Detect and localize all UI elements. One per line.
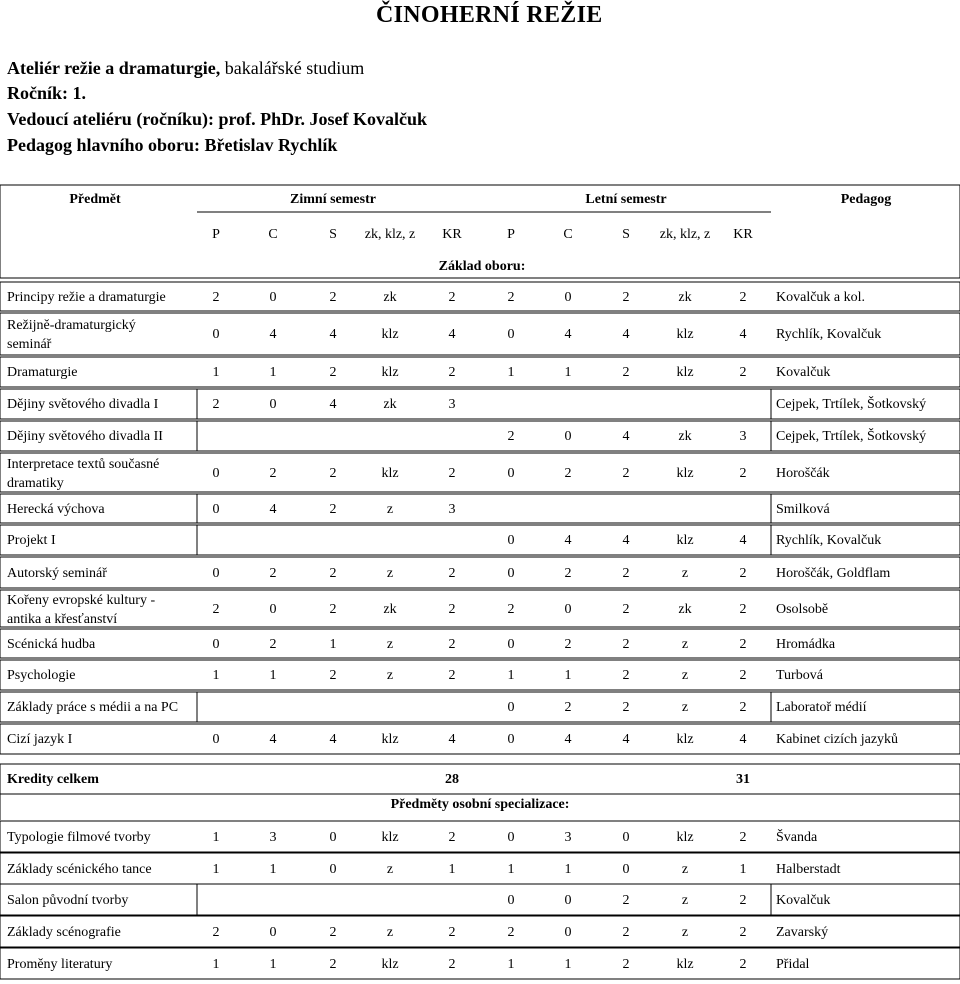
row-teacher: Horoščák, Goldflam — [776, 565, 891, 581]
row-teacher: Smilková — [776, 501, 830, 517]
row-subject: Základy scénografie — [7, 924, 121, 940]
row-winter-col-4: 2 — [448, 924, 456, 940]
row-winter-col-0: 1 — [212, 365, 220, 380]
row-summer-col-1: 1 — [564, 956, 572, 972]
row-winter-col-4: 4 — [448, 327, 456, 342]
row-teacher: Rychlík, Kovalčuk — [776, 327, 882, 342]
row-winter-col-1: 0 — [269, 924, 277, 940]
row-summer-col-2: 4 — [622, 732, 630, 747]
row-subject: Principy režie a dramaturgie — [7, 289, 166, 305]
row-subject: Salon původní tvorby — [7, 892, 129, 908]
row-summer-col-3: zk — [678, 601, 692, 617]
row-teacher: Kabinet cizích jazyků — [776, 732, 899, 747]
year-line: Ročník: 1. — [7, 83, 87, 103]
row-winter-col-0: 2 — [212, 601, 220, 617]
row-summer-col-2: 2 — [622, 668, 630, 683]
row-summer-col-4: 3 — [739, 429, 747, 444]
header-teacher: Pedagog — [840, 192, 892, 207]
row-subject: Autorský seminář — [7, 565, 107, 581]
row-winter-col-1: 0 — [269, 601, 277, 617]
row-summer-col-0: 0 — [507, 732, 515, 747]
row-summer-col-3: klz — [676, 829, 694, 845]
row-summer-col-3: klz — [676, 956, 694, 972]
row-winter-col-0: 1 — [212, 829, 220, 845]
row-winter-col-4: 3 — [448, 501, 456, 517]
row-summer-col-4: 2 — [739, 465, 747, 481]
head-line: Vedoucí ateliéru (ročníku): prof. PhDr. Josef Kovalčuk — [7, 109, 428, 129]
header-col-0: P — [212, 227, 220, 242]
row-summer-col-4: 2 — [739, 892, 747, 908]
row-winter-col-2: 2 — [329, 501, 337, 517]
row-subject: Dějiny světového divadla I — [7, 397, 159, 412]
row-winter-col-0: 2 — [212, 924, 220, 940]
row-winter-col-3: zk — [383, 397, 397, 412]
header-col-4: KR — [442, 227, 462, 242]
row-teacher: Osolsobě — [776, 601, 829, 617]
header-winter-semester: Zimní semestr — [290, 192, 376, 207]
row-summer-col-0: 2 — [507, 924, 515, 940]
row-summer-col-1: 1 — [564, 861, 572, 877]
row-summer-col-1: 1 — [564, 365, 572, 380]
row-subject: Projekt I — [7, 533, 56, 548]
row-summer-col-1: 0 — [564, 892, 572, 908]
row-summer-col-0: 2 — [507, 429, 515, 444]
row-summer-col-0: 0 — [507, 565, 515, 581]
row-teacher: Kovalčuk a kol. — [776, 289, 866, 305]
row-winter-col-1: 2 — [269, 636, 277, 652]
row-winter-col-2: 4 — [329, 397, 337, 412]
row-winter-col-1: 1 — [269, 861, 277, 877]
row-winter-col-3: z — [386, 565, 394, 581]
row-subject: Režijně-dramaturgický seminář — [7, 318, 136, 352]
header-summer-semester: Letní semestr — [585, 192, 667, 207]
row-summer-col-4: 2 — [739, 289, 747, 305]
header-subject: Předmět — [69, 192, 121, 207]
row-summer-col-1: 0 — [564, 289, 572, 305]
row-winter-col-4: 2 — [448, 289, 456, 305]
row-subject: Kořeny evropské kultury - antika a křesťanství — [7, 592, 156, 627]
studio-line — [7, 58, 364, 79]
row-winter-col-4: 2 — [448, 565, 456, 581]
row-winter-col-2: 1 — [329, 636, 337, 652]
row-winter-col-1: 4 — [269, 327, 277, 342]
row-winter-col-1: 2 — [269, 465, 277, 481]
row-summer-col-1: 4 — [564, 732, 572, 747]
row-teacher: Zavarský — [776, 924, 829, 940]
row-winter-col-4: 3 — [448, 397, 456, 412]
row-winter-col-2: 2 — [329, 465, 337, 481]
row-winter-col-2: 4 — [329, 732, 337, 747]
row-winter-col-3: z — [386, 668, 394, 683]
row-summer-col-3: z — [681, 924, 689, 940]
row-summer-col-4: 2 — [739, 365, 747, 380]
row-subject: Typologie filmové tvorby — [7, 829, 151, 845]
row-subject: Základy práce s médii a na PC — [7, 700, 179, 715]
row-winter-col-0: 1 — [212, 668, 220, 683]
row-summer-col-2: 0 — [622, 861, 630, 877]
row-summer-col-0: 1 — [507, 956, 515, 972]
row-teacher: Turbová — [776, 668, 823, 683]
row-winter-col-2: 0 — [329, 829, 337, 845]
row-winter-col-0: 0 — [212, 465, 220, 481]
row-summer-col-0: 2 — [507, 601, 515, 617]
row-winter-col-1: 4 — [269, 501, 277, 517]
row-summer-col-2: 2 — [622, 289, 630, 305]
row-summer-col-2: 2 — [622, 565, 630, 581]
header-col-7: S — [622, 227, 630, 242]
row-winter-col-0: 1 — [212, 956, 220, 972]
row-summer-col-3: z — [681, 700, 689, 715]
row-summer-col-2: 2 — [622, 636, 630, 652]
row-teacher: Kovalčuk — [776, 365, 831, 380]
row-summer-col-4: 2 — [739, 956, 747, 972]
row-summer-col-1: 4 — [564, 327, 572, 342]
row-winter-col-1: 4 — [269, 732, 277, 747]
row-summer-col-1: 2 — [564, 700, 572, 715]
row-subject: Interpretace textů současné dramatiky — [7, 456, 160, 491]
row-summer-col-3: z — [681, 565, 689, 581]
row-winter-col-3: klz — [381, 732, 399, 747]
row-winter-col-2: 2 — [329, 565, 337, 581]
row-summer-col-0: 0 — [507, 829, 515, 845]
row-summer-col-1: 0 — [564, 924, 572, 940]
row-winter-col-4: 2 — [448, 829, 456, 845]
row-summer-col-4: 2 — [739, 829, 747, 845]
row-teacher: Kovalčuk — [776, 892, 831, 908]
row-summer-col-3: klz — [676, 465, 694, 481]
row-subject: Základy scénického tance — [7, 861, 152, 877]
row-winter-col-3: klz — [381, 829, 399, 845]
row-summer-col-4: 4 — [739, 533, 747, 548]
row-winter-col-1: 0 — [269, 397, 277, 412]
row-winter-col-0: 2 — [212, 289, 220, 305]
row-summer-col-4: 2 — [739, 924, 747, 940]
row-summer-col-2: 2 — [622, 700, 630, 715]
row-summer-col-0: 1 — [507, 365, 515, 380]
row-summer-col-3: zk — [678, 289, 692, 305]
row-winter-col-3: zk — [383, 289, 397, 305]
row-summer-col-3: klz — [676, 327, 694, 342]
row-winter-col-1: 2 — [269, 565, 277, 581]
row-summer-col-3: z — [681, 861, 689, 877]
row-winter-col-4: 2 — [448, 636, 456, 652]
row-winter-col-1: 0 — [269, 289, 277, 305]
row-summer-col-1: 2 — [564, 636, 572, 652]
header-col-3: zk, klz, z — [364, 227, 416, 242]
header-col-9: KR — [733, 227, 753, 242]
totals-label: Kredity celkem — [7, 772, 99, 787]
section-personal-title: Předměty osobní specializace: — [390, 797, 570, 812]
row-winter-col-2: 2 — [329, 601, 337, 617]
row-winter-col-3: z — [386, 861, 394, 877]
row-summer-col-2: 2 — [622, 365, 630, 380]
row-summer-col-1: 0 — [564, 601, 572, 617]
row-subject: Dramaturgie — [7, 365, 78, 380]
row-summer-col-0: 2 — [507, 289, 515, 305]
study-type: bakalářské studium — [220, 58, 365, 78]
row-winter-col-2: 2 — [329, 956, 337, 972]
row-winter-col-0: 0 — [212, 565, 220, 581]
row-summer-col-2: 4 — [622, 533, 630, 548]
row-winter-col-0: 0 — [212, 327, 220, 342]
row-winter-col-2: 2 — [329, 365, 337, 380]
row-summer-col-2: 4 — [622, 429, 630, 444]
teacher-line: Pedagog hlavního oboru: Břetislav Rychlík — [7, 135, 338, 155]
row-subject: Dějiny světového divadla II — [7, 429, 163, 444]
row-winter-col-0: 2 — [212, 397, 220, 412]
header-col-2: S — [329, 227, 337, 242]
row-summer-col-1: 1 — [564, 668, 572, 683]
row-winter-col-3: z — [386, 501, 394, 517]
header-col-1: C — [268, 227, 278, 242]
row-winter-col-2: 2 — [329, 924, 337, 940]
row-summer-col-2: 2 — [622, 956, 630, 972]
row-teacher: Horoščák — [776, 465, 830, 481]
row-winter-col-3: z — [386, 636, 394, 652]
row-winter-col-2: 2 — [329, 668, 337, 683]
row-winter-col-1: 1 — [269, 956, 277, 972]
row-summer-col-3: z — [681, 892, 689, 908]
row-winter-col-1: 3 — [269, 829, 277, 845]
row-winter-col-3: klz — [381, 465, 399, 481]
row-summer-col-1: 2 — [564, 465, 572, 481]
row-subject: Cizí jazyk I — [7, 732, 73, 747]
row-winter-col-1: 1 — [269, 365, 277, 380]
row-summer-col-4: 2 — [739, 565, 747, 581]
row-teacher: Švanda — [776, 829, 818, 845]
row-teacher: Halberstadt — [776, 861, 841, 877]
row-teacher: Přidal — [776, 956, 810, 972]
row-teacher: Laboratoř médií — [776, 700, 867, 715]
row-summer-col-0: 1 — [507, 861, 515, 877]
totals-summer: 31 — [736, 772, 750, 787]
studio-name: Ateliér režie a dramaturgie, — [7, 58, 221, 78]
row-summer-col-2: 4 — [622, 327, 630, 342]
totals-winter: 28 — [445, 772, 459, 787]
row-teacher: Cejpek, Trtílek, Šotkovský — [776, 429, 927, 444]
row-summer-col-3: z — [681, 668, 689, 683]
row-summer-col-0: 0 — [507, 533, 515, 548]
row-teacher: Hromádka — [776, 636, 836, 652]
row-summer-col-1: 0 — [564, 429, 572, 444]
row-subject: Scénická hudba — [7, 636, 96, 652]
row-winter-col-3: z — [386, 924, 394, 940]
row-summer-col-4: 2 — [739, 668, 747, 683]
row-summer-col-2: 2 — [622, 601, 630, 617]
row-summer-col-1: 4 — [564, 533, 572, 548]
section-basic-title: Základ oboru: — [438, 259, 526, 274]
row-winter-col-3: klz — [381, 327, 399, 342]
page-title: ČINOHERNÍ REŽIE — [376, 2, 603, 28]
row-winter-col-2: 0 — [329, 861, 337, 877]
row-winter-col-2: 2 — [329, 289, 337, 305]
row-winter-col-3: klz — [381, 956, 399, 972]
row-summer-col-1: 2 — [564, 565, 572, 581]
row-winter-col-0: 0 — [212, 732, 220, 747]
row-summer-col-3: klz — [676, 732, 694, 747]
row-summer-col-2: 0 — [622, 829, 630, 845]
row-summer-col-4: 1 — [739, 861, 747, 877]
row-winter-col-4: 2 — [448, 465, 456, 481]
row-winter-col-4: 1 — [448, 861, 456, 877]
row-summer-col-0: 0 — [507, 465, 515, 481]
header-col-6: C — [563, 227, 573, 242]
row-summer-col-3: z — [681, 636, 689, 652]
row-winter-col-4: 2 — [448, 365, 456, 380]
row-summer-col-0: 0 — [507, 700, 515, 715]
row-summer-col-4: 4 — [739, 327, 747, 342]
row-winter-col-4: 2 — [448, 956, 456, 972]
row-winter-col-4: 2 — [448, 601, 456, 617]
row-winter-col-0: 1 — [212, 861, 220, 877]
row-winter-col-2: 4 — [329, 327, 337, 342]
row-subject: Psychologie — [7, 668, 76, 683]
row-summer-col-4: 2 — [739, 636, 747, 652]
row-summer-col-3: klz — [676, 365, 694, 380]
row-winter-col-4: 4 — [448, 732, 456, 747]
row-summer-col-1: 3 — [564, 829, 572, 845]
header-col-8: zk, klz, z — [659, 227, 711, 242]
row-summer-col-2: 2 — [622, 465, 630, 481]
row-winter-col-0: 0 — [212, 636, 220, 652]
row-teacher: Cejpek, Trtílek, Šotkovský — [776, 397, 927, 412]
row-summer-col-0: 0 — [507, 892, 515, 908]
header-col-5: P — [507, 227, 515, 242]
row-summer-col-4: 4 — [739, 732, 747, 747]
row-summer-col-0: 0 — [507, 636, 515, 652]
row-summer-col-3: klz — [676, 533, 694, 548]
row-summer-col-4: 2 — [739, 601, 747, 617]
row-subject: Proměny literatury — [7, 956, 113, 972]
row-summer-col-4: 2 — [739, 700, 747, 715]
row-winter-col-0: 0 — [212, 501, 220, 517]
row-summer-col-0: 1 — [507, 668, 515, 683]
row-summer-col-2: 2 — [622, 924, 630, 940]
row-summer-col-2: 2 — [622, 892, 630, 908]
row-winter-col-3: klz — [381, 365, 399, 380]
row-teacher: Rychlík, Kovalčuk — [776, 533, 882, 548]
row-winter-col-4: 2 — [448, 668, 456, 683]
row-winter-col-3: zk — [383, 601, 397, 617]
row-subject: Herecká výchova — [7, 501, 105, 517]
row-summer-col-0: 0 — [507, 327, 515, 342]
row-winter-col-1: 1 — [269, 668, 277, 683]
row-summer-col-3: zk — [678, 429, 692, 444]
